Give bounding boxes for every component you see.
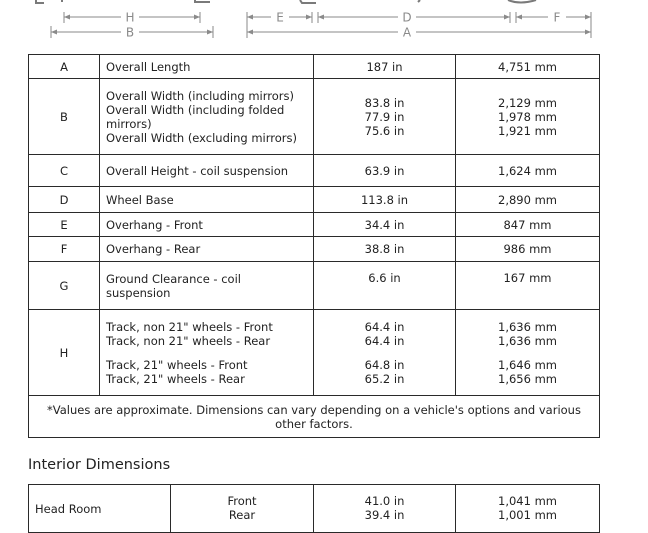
dimension-key: E [29,213,100,237]
dimension-description [100,310,314,396]
dimension-inches-line: 64.4 in [364,333,405,348]
dimension-description-line: Overhang - Front [106,217,203,232]
interior-position-line: Rear [228,508,256,522]
interior-millimeters [456,485,600,533]
table-row [29,55,600,79]
dimension-description-line: Overall Width (excluding mirrors) [106,130,297,145]
interior-millimeters-line: 1,041 mm [498,494,557,508]
table-row [29,155,600,187]
dim-label-d: D [402,10,412,25]
dimension-inches [314,310,456,396]
vehicle-outline-remnant [36,0,536,3]
dimension-key: H [29,310,100,396]
dimension-description [100,213,314,237]
exterior-table-body [29,55,600,438]
dimension-millimeters-line: 1,646 mm [498,357,557,372]
interior-dimensions-heading: Interior Dimensions [28,457,171,473]
interior-table-body [29,485,600,533]
dimension-inches-line: 6.6 in [368,271,401,285]
dimension-millimeters-line: 1,636 mm [498,333,557,348]
dimension-inches [314,262,456,310]
table-row [29,310,600,396]
dimension-description-line: Track, 21" wheels - Front [106,357,248,372]
dimension-inches [314,79,456,155]
dim-label-h: H [125,10,135,25]
dimension-description-line: Track, 21" wheels - Rear [106,371,245,386]
dimension-diagram [0,0,648,46]
dimension-millimeters-line: 2,890 mm [498,192,557,207]
dimension-millimeters-line: 1,656 mm [498,371,557,386]
dimension-description-line: suspension [106,285,171,300]
dimension-description-line: Overhang - Rear [106,242,201,256]
dimension-millimeters-line: 1,624 mm [498,163,557,178]
dimension-description [100,187,314,213]
dimension-inches-line: 187 in [366,59,403,74]
dimension-description-line: Track, non 21" wheels - Front [106,319,273,334]
dimension-millimeters [456,262,600,310]
dimension-millimeters [456,237,600,262]
dimension-millimeters-line: 2,129 mm [498,95,557,110]
interior-inches-line: 41.0 in [364,494,405,508]
exterior-dimensions-table [28,54,600,438]
dimension-inches-line: 64.8 in [364,357,405,372]
dimension-inches-line: 77.9 in [364,109,405,124]
table-row [29,213,600,237]
table-row [29,237,600,262]
dim-label-f: F [553,10,561,25]
interior-dimension-label: Head Room [29,485,171,533]
dimension-inches-line: 75.6 in [364,123,405,138]
interior-millimeters-line: 1,001 mm [498,508,557,522]
dimension-inches-line: 63.9 in [364,163,405,178]
dimension-millimeters [456,79,600,155]
dimension-description [100,262,314,310]
dimension-millimeters [456,310,600,396]
table-row [29,262,600,310]
dimension-description-line: Overall Height - coil suspension [106,163,289,178]
table-note-row [29,396,600,438]
table-row [29,485,600,533]
dimension-millimeters-line: 1,978 mm [498,109,557,124]
dimension-description [100,55,314,79]
dimension-description [100,155,314,187]
interior-inches [314,485,456,533]
dimension-millimeters-line: 1,636 mm [498,319,557,334]
dimension-key: G [29,262,100,310]
dimension-millimeters [456,55,600,79]
dimension-description-line: Overall Width (including folded [106,102,285,117]
dimension-description-line: Wheel Base [106,192,174,207]
dimension-inches-line: 83.8 in [364,95,405,110]
dimension-description-line: Ground Clearance - coil [106,271,241,286]
dimension-inches-line: 38.8 in [364,242,405,256]
dimension-inches-line: 113.8 in [360,192,409,207]
dimension-key: F [29,237,100,262]
interior-position-line: Front [227,494,257,508]
interior-inches-line: 39.4 in [364,508,405,522]
dimension-description-line: Overall Length [106,59,191,74]
dimension-millimeters [456,213,600,237]
dimension-inches [314,237,456,262]
dimension-inches [314,213,456,237]
dimension-description-line: mirrors) [106,116,152,131]
interior-dimensions-table [28,484,600,533]
dimension-millimeters-line: 847 mm [503,217,552,232]
dimension-description-line: Overall Width (including mirrors) [106,88,294,103]
dimension-millimeters-line: 167 mm [503,271,552,285]
table-row [29,79,600,155]
dim-label-a: A [402,25,412,40]
dimension-inches [314,55,456,79]
dimension-inches-line: 34.4 in [364,217,405,232]
dimension-millimeters [456,155,600,187]
dimension-key: D [29,187,100,213]
dimension-key: B [29,79,100,155]
dimension-key: C [29,155,100,187]
dim-label-e: E [276,10,284,25]
dimension-inches-line: 64.4 in [364,319,405,334]
dimension-description [100,237,314,262]
interior-position [171,485,314,533]
dimension-description-line: Track, non 21" wheels - Rear [106,333,271,348]
approximation-note: *Values are approximate. Dimensions can vary depending on a vehicle's options and various other factors. [29,396,600,438]
table-row [29,187,600,213]
dimension-millimeters-line: 4,751 mm [498,59,557,74]
dim-label-b: B [125,25,135,40]
dimension-inches [314,155,456,187]
dimension-millimeters-line: 1,921 mm [498,123,557,138]
dimension-key: A [29,55,100,79]
dimension-inches [314,187,456,213]
dimension-millimeters [456,187,600,213]
dimension-millimeters-line: 986 mm [503,242,552,256]
dimension-description [100,79,314,155]
dimension-inches-line: 65.2 in [364,371,405,386]
